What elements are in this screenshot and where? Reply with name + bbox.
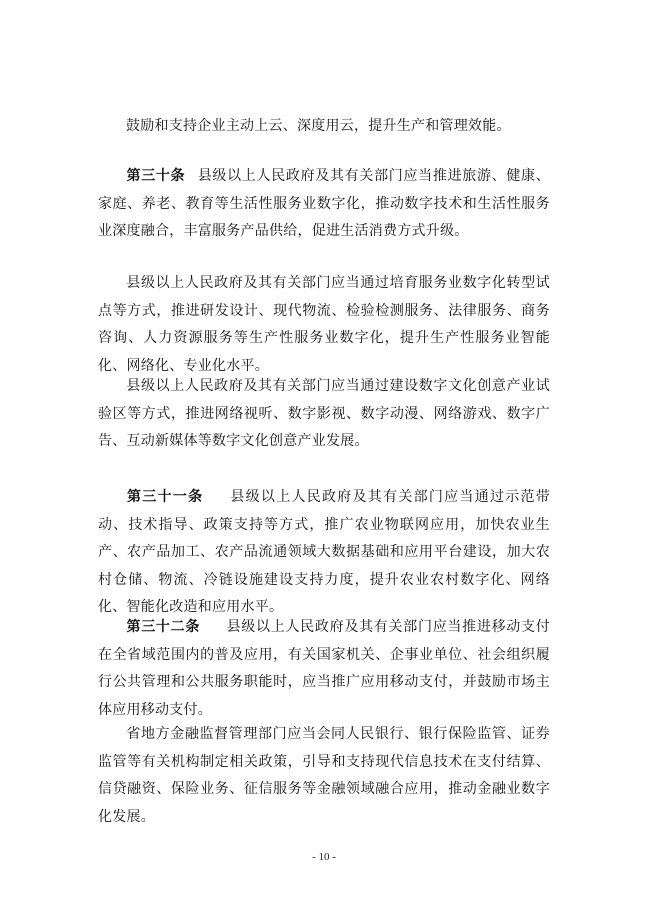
page-number: - 10 - bbox=[312, 851, 336, 863]
paragraph-article-32-text: 县级以上人民政府及其有关部门应当推进移动支付在全省域范围内的普及应用，有关国家机关、企事业单位、社会组织履行公共管理和公共服务职能时，应当推广应用移动支付，并鼓励市场主体应用移动支付。 bbox=[98, 619, 551, 718]
paragraph-7-text: 省地方金融监督管理部门应当会同人民银行、银行保险监管、证券监管等有关机构制定相关政策，引导和支持现代信息技术在支付结算、信贷融资、保险业务、征信服务等金融领域融合应用，推动金融业数字化发展。 bbox=[98, 726, 550, 825]
paragraph-article-31-text: 县级以上人民政府及其有关部门应当通过示范带动、技术指导、政策支持等方式，推广农业物联网应用，加快农业生产、农产品加工、农产品流通领域大数据基础和应用平台建设，加大农村仓储、物流、冷链设施建设支持力度，提升农业农村数字化、网络化、智能化改造和应用水平。 bbox=[98, 489, 551, 615]
article-number-30: 第三十条 bbox=[126, 168, 186, 184]
paragraph-article-31 bbox=[98, 484, 550, 622]
paragraph-4-text: 县级以上人民政府及其有关部门应当通过建设数字文化创意产业试验区等方式，推进网络视听、数字影视、数字动漫、网络游戏、数字广告、互动新媒体等数字文化创意产业发展。 bbox=[98, 378, 550, 449]
article-number-31: 第三十一条 bbox=[126, 489, 204, 505]
paragraph-3-text: 县级以上人民政府及其有关部门应当通过培育服务业数字化转型试点等方式，推进研发设计、现代物流、检验检测服务、法律服务、商务咨询、人力资源服务等生产性服务业数字化，提升生产性服务业智能化、网络化、专业化水平。 bbox=[98, 275, 550, 374]
paragraph-1 bbox=[98, 113, 550, 141]
paragraph-1-text: 鼓励和支持企业主动上云、深度用云，提升生产和管理效能。 bbox=[126, 118, 511, 134]
article-number-32: 第三十二条 bbox=[126, 619, 201, 635]
paragraph-7 bbox=[98, 721, 550, 831]
paragraph-3 bbox=[98, 270, 550, 380]
paragraph-4 bbox=[98, 373, 550, 456]
paragraph-article-32 bbox=[98, 614, 550, 724]
paragraph-article-30-text: 县级以上人民政府及其有关部门应当推进旅游、健康、家庭、养老、教育等生活性服务业数字化，推动数字技术和生活性服务业深度融合，丰富服务产品供给，促进生活消费方式升级。 bbox=[98, 168, 551, 239]
paragraph-article-30 bbox=[98, 163, 550, 246]
